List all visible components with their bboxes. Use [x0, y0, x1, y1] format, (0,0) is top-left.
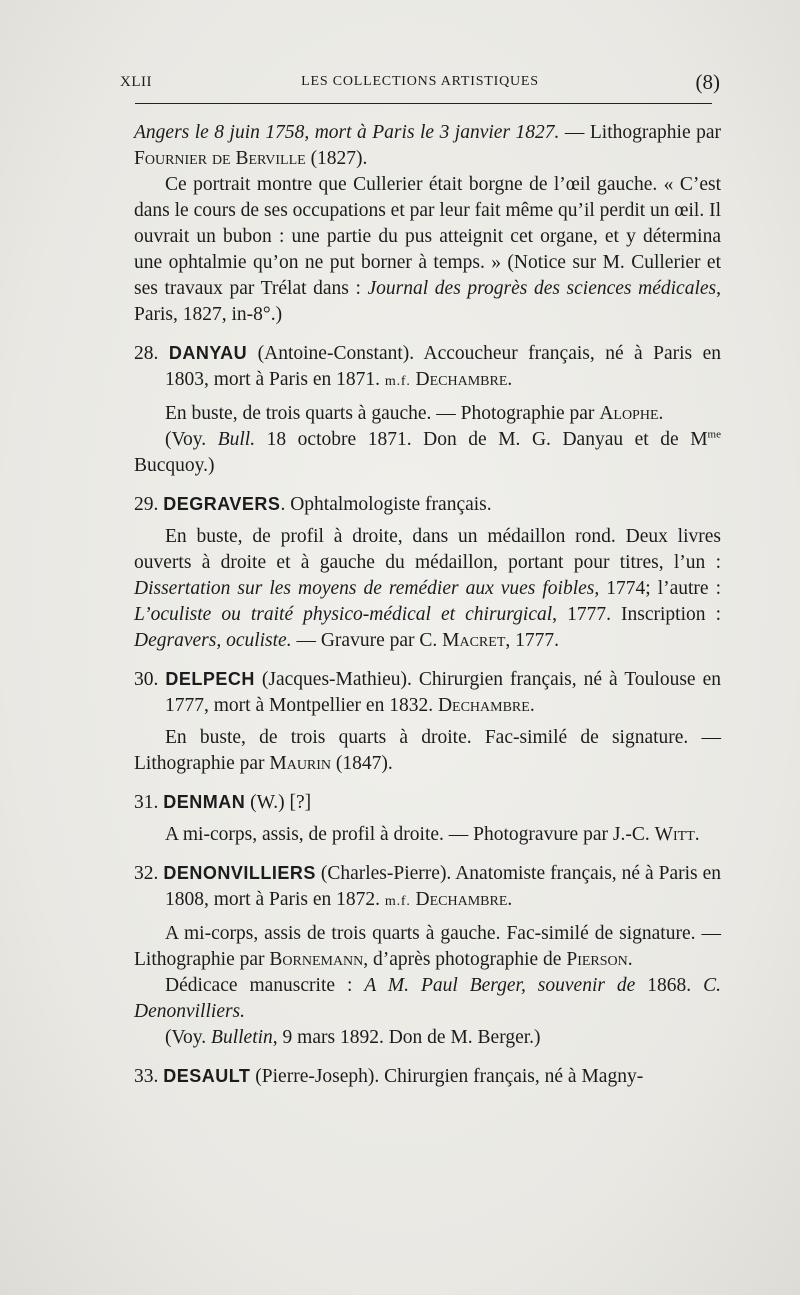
- entry-name: DESAULT: [163, 1066, 251, 1086]
- text: (1827).: [305, 148, 368, 169]
- entry-32-description: [134, 921, 721, 973]
- text: Bull.: [217, 429, 256, 450]
- entry-tag: m.f.: [384, 374, 411, 389]
- entry-32-dedication: [134, 973, 721, 1025]
- running-header: [120, 70, 720, 96]
- text: Ce portrait montre que Cullerier était borgne de l’œil gauche. « C’est dans le cours de ses occupations et par leur fait même qu’il perdit un œil. Il ouvrait un bubon : une partie du pus atteignit cet organe, et y détermina une ophtalmie qu’on ne put borner à temps. » (Notice sur M. Cullerier et ses travaux par Trélat dans :: [134, 174, 721, 299]
- entry-31-heading: [134, 789, 721, 816]
- text: Bulletin: [211, 1027, 273, 1048]
- text: — Gravure par C.: [291, 630, 443, 651]
- entry-number: 31.: [134, 792, 159, 813]
- entry-bio: (Jacques-Mathieu). Chirurgien français, né à Toulouse en 1777, mort à Montpellier en 1832.: [165, 669, 721, 716]
- text: A M. Paul Berger, souvenir de: [364, 975, 636, 996]
- text: , 9 mars 1892. Don de M. Berger.): [272, 1027, 541, 1048]
- text: Dédicace manuscrite :: [165, 975, 365, 996]
- text: , 1777. Inscription :: [552, 604, 721, 625]
- text: (1847).: [331, 753, 393, 774]
- entry-31-description: [134, 822, 721, 848]
- text: (Voy.: [165, 1027, 212, 1048]
- artist-name: Macret: [442, 630, 506, 651]
- text: , 1774; l’autre :: [594, 578, 721, 599]
- header-rule: [135, 103, 712, 104]
- book-title: Dissertation sur les moyens de remédier aux vues foibles: [134, 578, 595, 599]
- entry-bio: (Antoine-Constant). Accoucheur français, né à Paris en 1803, mort à Paris en 1871.: [165, 343, 722, 390]
- text: En buste, de trois quarts à gauche. — Photographie par: [165, 403, 600, 424]
- text: .: [627, 949, 633, 970]
- text: (Voy.: [165, 429, 218, 450]
- entry-bio: (W.) [?]: [245, 792, 312, 813]
- page-reference: (8): [695, 70, 720, 94]
- artist-name: Alophe: [599, 403, 659, 424]
- artist-name: Maurin: [269, 753, 332, 774]
- text: , Paris, 1827, in-8°.): [134, 278, 721, 325]
- folio-roman: XLII: [120, 74, 152, 90]
- entry-29-heading: [134, 491, 721, 518]
- running-title: LES COLLECTIONS ARTISTIQUES: [301, 74, 539, 89]
- text: A mi-corps, assis de trois quarts à gauche. Fac-similé de signature. — Lithographie par: [134, 923, 721, 970]
- entry-bio: (Charles-Pierre). Anatomiste français, né à Paris en 1808, mort à Paris en 1872.: [165, 863, 721, 910]
- entry-28-note: [134, 427, 721, 479]
- text: C. Denonvilliers.: [134, 975, 721, 1022]
- entry-32-note: [134, 1025, 721, 1051]
- entry-source: Dechambre: [437, 695, 530, 716]
- text: .: [529, 695, 535, 716]
- entry-name: DELPECH: [165, 669, 255, 689]
- entry-number: 33.: [134, 1066, 159, 1087]
- text: , 1777.: [505, 630, 559, 651]
- text: .: [658, 403, 664, 424]
- entry-name: DENMAN: [163, 792, 246, 812]
- entry-number: 30.: [134, 669, 159, 690]
- journal-title: Journal des progrès des sciences médicales: [367, 278, 717, 299]
- photographer-name: Pierson: [566, 949, 628, 970]
- entry-number: 28.: [134, 343, 159, 364]
- text: — Lithographie par: [559, 122, 721, 143]
- page-body: [134, 120, 721, 1090]
- entry-33-heading: [134, 1063, 721, 1090]
- intro-paragraph-1: [134, 120, 721, 172]
- artist-name: Witt: [654, 824, 695, 845]
- text: En buste, de profil à droite, dans un médaillon rond. Deux livres ouverts à droite et à gauche du médaillon, portant pour titres, l’un :: [134, 526, 721, 573]
- entry-32-heading: [134, 860, 721, 915]
- entry-name: DEGRAVERS: [163, 494, 281, 514]
- text: Bucquoy.): [134, 455, 215, 476]
- entry-30-description: [134, 725, 721, 777]
- engraver-name: Fournier de Berville: [134, 148, 306, 169]
- inscription: Degravers, oculiste.: [134, 630, 292, 651]
- text: 18 octobre 1871. Don de M. G. Danyau et de M: [255, 429, 708, 450]
- entry-source: Dechambre: [415, 369, 508, 390]
- text: , d’après photographie de: [363, 949, 567, 970]
- intro-dates: Angers le 8 juin 1758, mort à Paris le 3 janvier 1827.: [134, 122, 560, 143]
- text: me: [707, 428, 721, 441]
- text: .: [507, 889, 513, 910]
- entry-30-heading: [134, 666, 721, 719]
- entry-tag: m.f.: [384, 894, 411, 909]
- entry-number: 29.: [134, 494, 159, 515]
- text: 1868.: [635, 975, 704, 996]
- book-title: L’oculiste ou traité physico-médical et chirurgical: [134, 604, 553, 625]
- entry-name: DANYAU: [168, 343, 248, 363]
- text: En buste, de trois quarts à droite. Fac-similé de signature. — Lithographie par: [134, 727, 721, 774]
- entry-29-description: [134, 524, 721, 654]
- text: A mi-corps, assis, de profil à droite. — Photogravure par J.-C.: [165, 824, 655, 845]
- entry-source: Dechambre: [415, 889, 508, 910]
- entry-28-description: [134, 401, 721, 427]
- intro-paragraph-2: [134, 172, 721, 328]
- entry-bio: (Pierre-Joseph). Chirurgien français, né à Magny-: [250, 1066, 644, 1087]
- text: .: [694, 824, 700, 845]
- entry-name: DENONVILLIERS: [163, 863, 316, 883]
- entry-number: 32.: [134, 863, 159, 884]
- artist-name: Bornemann: [269, 949, 364, 970]
- entry-28-heading: 28. DANYAU (Antoine-Constant). Accoucheur français, né à Paris en 1803, mort à Paris en 1871. m.f. Dechambre.: [134, 343, 722, 390]
- entry-bio: . Ophtalmologiste français.: [280, 494, 492, 515]
